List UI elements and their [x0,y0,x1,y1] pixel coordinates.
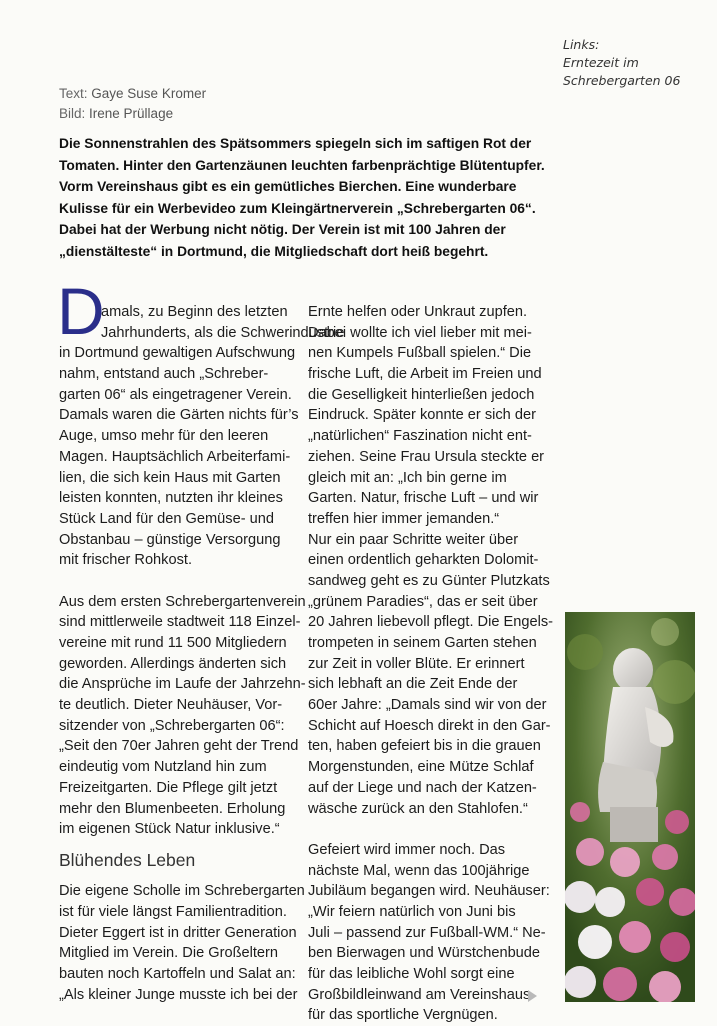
text-line: Jahrhunderts, als die Schwerindustrie [101,324,345,341]
text-line: Auge, umso mehr für den leeren [59,428,269,445]
text-line: eindeutig vom Nutzland hin zum [59,759,267,776]
text-line: sitzender von „Schrebergarten 06“: [59,717,285,734]
text-line: Garten. Natur, frische Luft – und wir [308,490,539,507]
text-line: nächste Mal, wenn das 100jährige [308,862,530,879]
text-line: trompeten in seinem Garten stehen [308,635,537,651]
text-line: gleich mit an: „Ich bin gerne im [308,469,507,486]
text-line: mit frischer Rohkost. [59,552,192,569]
text-credit-author: Gaye Suse Kromer [91,86,207,101]
text-line: „Als kleiner Junge musste ich bei der [59,986,298,1003]
intro-line: Vorm Vereinshaus gibt es ein gemütliches Bierchen. Eine wunderbare [59,179,517,194]
caption-line: Erntezeit im [563,55,639,70]
photo-illustration [565,612,695,1002]
text-line: „grünem Paradies“, das er seit über [308,593,538,610]
intro-line: „dienstälteste“ in Dortmund, die Mitgliedschaft dort heiß begehrt. [59,243,489,259]
caption-line: Schrebergarten 06 [563,73,681,88]
text-line: Stück Land für den Gemüse- und [59,510,274,527]
text-credit-label: Text: [59,86,88,101]
text-line: vereine mit rund 11 500 Mitgliedern [59,635,287,651]
text-line: lien, die sich kein Haus mit Garten [59,469,281,486]
paragraph-gap [59,571,295,592]
text-line: ten, haben gefeiert bis in die grauen [308,738,541,755]
article-column-left [59,302,345,1005]
text-line: wäsche zurück an den Stahlofen.“ [308,800,528,817]
intro-line: Tomaten. Hinter den Gartenzäunen leuchten farbenprächtige Blütentupfer. [59,157,545,173]
article-credits [59,84,206,124]
text-line: mehr den Blumenbeeten. Erholung [59,800,286,817]
image-credit-label: Bild: [59,106,86,121]
text-line: treffen hier immer jemanden.“ [308,510,500,527]
text-line: garten 06“ als eingetragener Verein. [59,386,292,403]
dropcap-letter: D [57,274,105,348]
text-line: zur Zeit in voller Blüte. Er erinnert [308,655,525,672]
text-line: ist für viele längst Familientradition. [59,903,287,920]
text-line: auf der Liege und nach der Katzen- [308,779,537,796]
photo-caption [563,36,713,90]
text-line: „Wir feiern natürlich von Juni bis [308,903,516,920]
text-line: „natürlichen“ Faszination nicht ent- [308,428,532,445]
text-line: Jubiläum begangen wird. Neuhäuser: [308,883,550,900]
text-credit [59,84,206,104]
text-line: Morgenstunden, eine Mütze Schlaf [308,759,534,776]
text-line: leisten konnten, nutzten ihr kleines [59,490,283,507]
text-line: nahm, entstand auch „Schreber- [59,366,269,383]
intro-line: Die Sonnenstrahlen des Spätsommers spiegeln sich im saftigen Rot der [59,136,532,151]
text-line: ziehen. Seine Frau Ursula steckte er [308,448,545,465]
text-line: 60er Jahre: „Damals sind wir von der [308,697,547,714]
text-line: bauten noch Kartoffeln und Salat an: [59,966,296,983]
text-line: Nur ein paar Schritte weiter über [308,531,519,548]
text-line: Freizeitgarten. Die Pflege gilt jetzt [59,779,278,796]
text-line: Aus dem ersten Schrebergartenverein [59,593,306,610]
text-line: die Ansprüche im Laufe der Jahrzehn- [59,676,306,693]
text-line: Dabei wollte ich viel lieber mit mei- [308,324,532,341]
text-line: 20 Jahren liebevoll pflegt. Die Engels- [308,614,553,631]
text-line: amals, zu Beginn des letzten [101,304,288,320]
intro-paragraph [59,133,559,262]
text-line: Mitglied im Verein. Die Großeltern [59,945,278,962]
text-line: für das leibliche Wohl sorgt eine [308,966,515,982]
text-line: Schicht auf Hoesch direkt in den Gar- [308,717,551,734]
image-credit [59,104,206,124]
caption-line: Links: [563,37,600,52]
text-line: Juli – passend zur Fußball-WM.“ Ne- [308,924,546,941]
article-column-right [308,302,553,1026]
continue-arrow-icon [528,990,537,1002]
text-line: sind mittlerweile stadtweit 118 Einzel- [59,614,301,631]
garden-statue-photo [565,612,695,1002]
paragraph-gap [308,819,544,840]
text-line: die Geselligkeit hinterließen jedoch [308,386,535,403]
text-line: im eigenen Stück Natur inklusive.“ [59,821,280,838]
text-line: für das sportliche Vergnügen. [308,1007,498,1024]
intro-line: Dabei hat der Werbung nicht nötig. Der Verein ist mit 100 Jahren der [59,222,506,237]
text-line: Ernte helfen oder Unkraut zupfen. [308,304,528,320]
text-line: ben Bierwagen und Würstchenbude [308,945,541,962]
text-line: geworden. Allerdings änderten sich [59,655,287,672]
text-line: Magen. Hauptsächlich Arbeiterfami- [59,448,291,465]
text-line: Eindruck. Später konnte er sich der [308,407,536,424]
text-line: Die eigene Scholle im Schrebergarten [59,883,305,900]
text-line: te deutlich. Dieter Neuhäuser, Vor- [59,697,283,714]
text-line: einen ordentlich geharkten Dolomit- [308,552,539,569]
intro-line: Kulisse für ein Werbevideo zum Kleingärtnerverein „Schrebergarten 06“. [59,200,536,216]
section-subheading: Blühendes Leben [59,849,196,870]
text-line: in Dortmund gewaltigen Aufschwung [59,345,296,362]
text-line: Großbildleinwand am Vereinshaus [308,986,531,1003]
text-line: Damals waren die Gärten nichts für’s [59,407,299,424]
text-line: frische Luft, die Arbeit im Freien und [308,366,542,383]
text-line: nen Kumpels Fußball spielen.“ Die [308,345,532,362]
text-line: Obstanbau – günstige Versorgung [59,531,281,548]
text-line: „Seit den 70er Jahren geht der Trend [59,738,299,755]
image-credit-author: Irene Prüllage [89,106,174,121]
text-line: Gefeiert wird immer noch. Das [308,841,506,858]
text-line: sich lebhaft an die Zeit Ende der [308,676,518,693]
text-line: sandweg geht es zu Günter Plutzkats [308,572,550,589]
text-line: Dieter Eggert ist in dritter Generation [59,924,297,941]
